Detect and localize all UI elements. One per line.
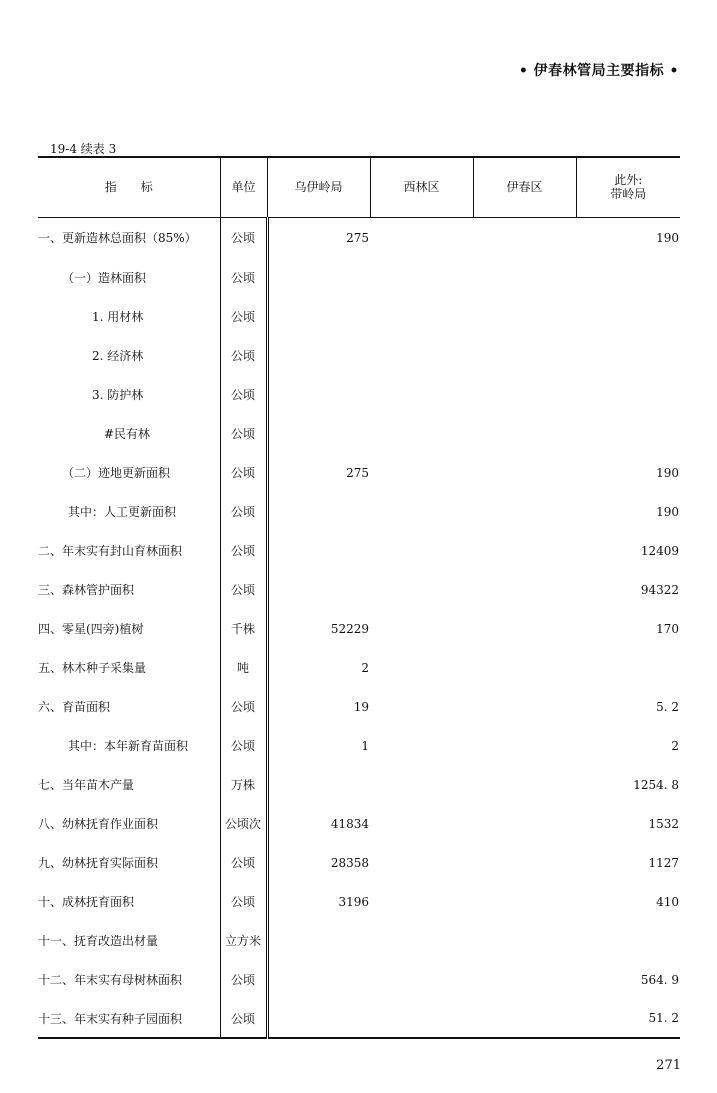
row-indicator: #民有林: [104, 427, 151, 441]
header-unit: 单位: [220, 157, 267, 217]
cell-yichun: [473, 531, 576, 570]
cell-wuyiling: [267, 258, 370, 297]
cell-extra: 2: [671, 738, 679, 753]
cell-xilin: [370, 609, 473, 648]
row-unit: 公顷: [220, 843, 267, 882]
cell-extra: 190: [656, 465, 679, 480]
cell-yichun: [473, 921, 576, 960]
cell-xilin: [370, 336, 473, 375]
cell-wuyiling: 28358: [330, 855, 369, 870]
row-unit: 公顷: [220, 999, 267, 1038]
table-row: [38, 336, 680, 375]
cell-yichun: [473, 570, 576, 609]
cell-xilin: [370, 453, 473, 492]
cell-extra: 51. 2: [576, 999, 680, 1038]
table-row: [38, 414, 680, 453]
table-row: [38, 687, 680, 726]
cell-wuyiling: [267, 765, 370, 804]
cell-wuyiling: 2: [361, 660, 369, 675]
row-unit: 公顷: [220, 531, 267, 570]
cell-wuyiling: [267, 960, 370, 999]
cell-extra: 1254. 8: [633, 777, 679, 792]
cell-extra: 5. 2: [656, 699, 679, 714]
table-row: [38, 297, 680, 336]
row-indicator: 1. 用材林: [92, 310, 144, 324]
table-row: [38, 217, 680, 258]
header-xilin: 西林区: [370, 157, 473, 217]
row-unit: 公顷: [220, 375, 267, 414]
cell-extra: [576, 336, 680, 375]
cell-wuyiling: [267, 492, 370, 531]
row-unit: 公顷: [220, 570, 267, 609]
table-row: [38, 609, 680, 648]
row-indicator: 五、林木种子采集量: [38, 661, 147, 675]
cell-wuyiling: 275: [346, 230, 369, 245]
row-unit: 公顷: [220, 960, 267, 999]
cell-yichun: [473, 843, 576, 882]
table-row: [38, 375, 680, 414]
cell-xilin: [370, 531, 473, 570]
cell-wuyiling: 19: [353, 699, 369, 714]
row-indicator: 其中：人工更新面积: [68, 505, 177, 519]
row-indicator: 十三、年末实有种子园面积: [38, 999, 220, 1038]
cell-extra: [576, 297, 680, 336]
row-indicator: 六、育苗面积: [38, 700, 111, 714]
cell-extra: 190: [656, 504, 679, 519]
cell-xilin: [370, 687, 473, 726]
table-caption: 19-4 续表 3: [50, 142, 117, 156]
row-unit: 吨: [220, 648, 267, 687]
row-unit: 公顷: [220, 453, 267, 492]
row-indicator: 四、零星(四旁)植树: [38, 622, 144, 636]
cell-wuyiling: [267, 570, 370, 609]
cell-extra: 564. 9: [640, 972, 679, 987]
cell-wuyiling: 1: [361, 738, 369, 753]
cell-xilin: [370, 765, 473, 804]
cell-wuyiling: 275: [346, 465, 369, 480]
row-indicator: 二、年末实有封山育林面积: [38, 544, 183, 558]
cell-extra: [576, 258, 680, 297]
header-extra: [576, 157, 680, 217]
header-indicator: 指 标: [38, 157, 220, 217]
table-row: [38, 765, 680, 804]
cell-xilin: [370, 375, 473, 414]
cell-yichun: [473, 687, 576, 726]
row-indicator: 七、当年苗木产量: [38, 778, 135, 792]
cell-wuyiling: 3196: [338, 894, 369, 909]
row-indicator: 2. 经济林: [92, 349, 144, 363]
cell-xilin: [370, 843, 473, 882]
cell-yichun: [473, 999, 576, 1038]
cell-yichun: [473, 609, 576, 648]
row-indicator: 八、幼林抚育作业面积: [38, 817, 159, 831]
cell-extra: 1532: [648, 816, 679, 831]
table-row: [38, 999, 680, 1038]
row-unit: 公顷: [220, 726, 267, 765]
header-wuyiling: 乌伊岭局: [267, 157, 370, 217]
row-unit: 立方米: [220, 921, 267, 960]
row-indicator: 九、幼林抚育实际面积: [38, 856, 159, 870]
cell-yichun: [473, 882, 576, 921]
cell-xilin: [370, 414, 473, 453]
cell-yichun: [473, 217, 576, 258]
row-indicator: （二）迹地更新面积: [62, 466, 171, 480]
row-unit: 公顷: [220, 258, 267, 297]
cell-yichun: [473, 375, 576, 414]
cell-extra: 94322: [640, 582, 679, 597]
cell-extra: [576, 375, 680, 414]
cell-extra: [576, 921, 680, 960]
cell-yichun: [473, 453, 576, 492]
cell-xilin: [370, 570, 473, 609]
row-indicator: 3. 防护林: [92, 388, 144, 402]
cell-xilin: [370, 960, 473, 999]
cell-xilin: [370, 492, 473, 531]
table-row: [38, 570, 680, 609]
table-row: [38, 804, 680, 843]
cell-wuyiling: [267, 336, 370, 375]
row-indicator: 十、成林抚育面积: [38, 895, 135, 909]
cell-wuyiling: [267, 414, 370, 453]
cell-yichun: [473, 336, 576, 375]
cell-xilin: [370, 648, 473, 687]
cell-yichun: [473, 414, 576, 453]
table-row: [38, 882, 680, 921]
cell-yichun: [473, 258, 576, 297]
cell-wuyiling: 41834: [330, 816, 369, 831]
table-row: [38, 726, 680, 765]
cell-yichun: [473, 726, 576, 765]
cell-yichun: [473, 960, 576, 999]
row-unit: 公顷: [220, 297, 267, 336]
row-unit: 万株: [220, 765, 267, 804]
table-row: [38, 531, 680, 570]
cell-extra: 170: [656, 621, 679, 636]
table-row: [38, 453, 680, 492]
cell-xilin: [370, 882, 473, 921]
row-unit: 公顷: [220, 414, 267, 453]
table-row: [38, 921, 680, 960]
page-number: 271: [656, 1058, 681, 1073]
cell-xilin: [370, 921, 473, 960]
row-indicator: 其中：本年新育苗面积: [68, 739, 189, 753]
cell-wuyiling: [267, 297, 370, 336]
row-unit: 公顷: [220, 336, 267, 375]
table-row: [38, 492, 680, 531]
table-row: [38, 960, 680, 999]
row-unit: 公顷次: [220, 804, 267, 843]
row-unit: 公顷: [220, 492, 267, 531]
row-indicator: （一）造林面积: [62, 271, 147, 285]
table-header: [38, 157, 680, 217]
cell-extra: [576, 414, 680, 453]
cell-extra: [576, 648, 680, 687]
cell-extra: 12409: [640, 543, 679, 558]
cell-wuyiling: [267, 921, 370, 960]
header-yichun: 伊春区: [473, 157, 576, 217]
cell-xilin: [370, 999, 473, 1038]
row-indicator: 一、更新造林总面积（85%）: [38, 231, 197, 246]
row-unit: 千株: [220, 609, 267, 648]
row-unit: 公顷: [220, 217, 267, 258]
table-row: [38, 648, 680, 687]
cell-wuyiling: 52229: [330, 621, 369, 636]
cell-yichun: [473, 804, 576, 843]
row-indicator: 十二、年末实有母树林面积: [38, 973, 183, 987]
header-extra-line2: 带岭局: [610, 187, 647, 202]
cell-extra: 190: [656, 230, 679, 245]
cell-extra: 1127: [648, 855, 679, 870]
table-row: [38, 258, 680, 297]
row-unit: 公顷: [220, 687, 267, 726]
cell-wuyiling: [267, 375, 370, 414]
table-body: [38, 217, 680, 1038]
cell-xilin: [370, 726, 473, 765]
cell-yichun: [473, 492, 576, 531]
cell-xilin: [370, 804, 473, 843]
row-indicator: 三、森林管护面积: [38, 583, 135, 597]
forestry-indicators-table: [38, 156, 680, 1039]
header-extra-line1: 此外:: [614, 173, 643, 188]
cell-yichun: [473, 648, 576, 687]
cell-xilin: [370, 217, 473, 258]
cell-extra: 410: [656, 894, 679, 909]
running-header: • 伊春林管局主要指标 •: [518, 63, 679, 79]
row-indicator: 十一、抚育改造出材量: [38, 934, 159, 948]
table-row: [38, 843, 680, 882]
cell-xilin: [370, 297, 473, 336]
cell-yichun: [473, 765, 576, 804]
cell-yichun: [473, 297, 576, 336]
cell-wuyiling: [267, 531, 370, 570]
row-unit: 公顷: [220, 882, 267, 921]
cell-wuyiling: [267, 999, 370, 1038]
cell-xilin: [370, 258, 473, 297]
